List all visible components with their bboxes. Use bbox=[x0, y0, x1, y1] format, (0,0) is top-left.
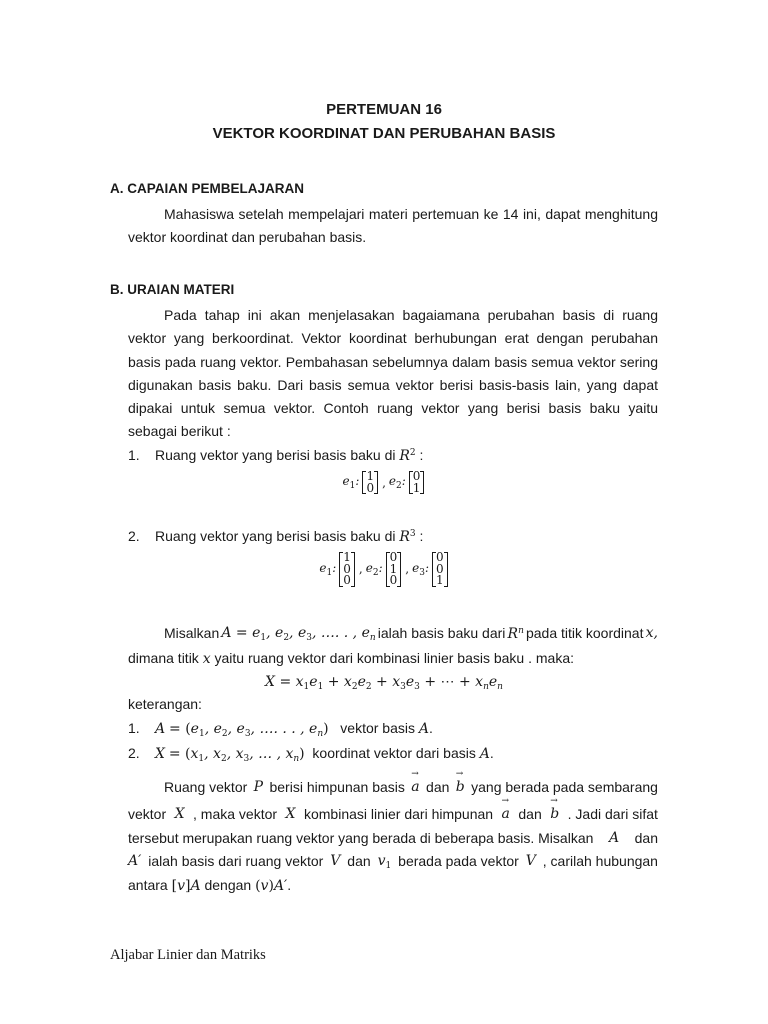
section-b-paragraph: Pada tahap ini akan menjelasakan bagaiamana perubahan basis di ruang vektor yang berkoordinat. Vektor koordinat berhubungan erat dengan perubahan basis pada ruang vektor. Pembahasan sebelumnya dalam basis semua vektor sering digunakan basis baku. Dari basis semua vektor berisi basis-basis lain, yang dapat dipakai untuk semua vektor. Contoh ruang vektor yang berisi basis baku yaitu sebagai berikut : bbox=[128, 307, 658, 440]
list-item-r2 bbox=[128, 447, 423, 464]
misalkan-line-1 bbox=[164, 625, 658, 643]
text-run: dan bbox=[634, 830, 658, 846]
text-run: tersebut merupakan ruang vektor yang berada di beberapa basis. Misalkan bbox=[128, 830, 594, 846]
space-symbol: R bbox=[399, 448, 410, 464]
math-rn: $R^n$ bbox=[507, 626, 524, 642]
page-footer: Aljabar Linier dan Matriks bbox=[110, 947, 266, 963]
e3-matrix: 0 0 1 bbox=[432, 552, 448, 587]
e2-matrix: 0 1 bbox=[409, 471, 425, 494]
text-run: yang berada pada sembarang bbox=[471, 779, 658, 795]
ruang-line-2: vektor X , maka vektor X kombinasi linier dari himpunan → a dan → b . Jadi dari sifat bbox=[128, 806, 658, 822]
space-exponent: 2 bbox=[409, 448, 416, 458]
text-run: Misalkan bbox=[164, 625, 220, 641]
list-number: 2. bbox=[128, 528, 140, 544]
text-run: , maka vektor bbox=[193, 806, 278, 822]
text-run: antara bbox=[128, 877, 168, 893]
list-number: 1. bbox=[128, 720, 140, 736]
e2-label: $e_2$: bbox=[388, 474, 406, 491]
e1-matrix: 1 0 0 bbox=[339, 552, 355, 587]
text-run: kombinasi linier dari himpunan bbox=[303, 806, 494, 822]
text-run: pada titik koordinat bbox=[525, 625, 644, 641]
text-run: dan bbox=[347, 853, 371, 869]
space-symbol: R bbox=[399, 529, 410, 545]
keterangan-item-2: 2. $X = (x_1$, $x_2$, $x_3$, … , $x_n$) koordinat vektor dari basis A. bbox=[128, 745, 494, 764]
text-run: koordinat vektor dari basis bbox=[312, 745, 476, 761]
text-run: ialah basis baku dari bbox=[377, 625, 506, 641]
text-run: dimana titik bbox=[128, 650, 199, 666]
page-title: PERTEMUAN 16 bbox=[326, 101, 442, 118]
text-run: Ruang vektor bbox=[164, 779, 248, 795]
ruang-line-3: tersebut merupakan ruang vektor yang berada di beberapa basis. Misalkan A dan bbox=[128, 830, 658, 846]
text-run: dengan bbox=[204, 877, 252, 893]
text-run: berisi himpunan basis bbox=[269, 779, 405, 795]
text-run: yaitu ruang vektor dari kombinasi linier basis baku . maka: bbox=[214, 650, 575, 666]
e3-label: $e_3$: bbox=[412, 560, 429, 578]
r2-basis-matrices: $e_1$: 1 0 , $e_2$: 0 1 bbox=[0, 471, 768, 494]
keterangan-item-1: 1. $A = (e_1$, $e_2$, $e_3$, …. . . , $e_n$) vektor basis A. bbox=[128, 720, 433, 739]
colon: : bbox=[415, 528, 424, 544]
ruang-line-1: Ruang vektor P berisi himpunan basis → a dan → b yang berada pada sembarang bbox=[164, 779, 658, 795]
list-number: 2. bbox=[128, 745, 140, 761]
colon: : bbox=[415, 447, 424, 463]
e2-label: $e_2$: bbox=[365, 560, 383, 578]
list-number: 1. bbox=[128, 447, 140, 463]
section-b-heading: B. URAIAN MATERI bbox=[110, 282, 235, 297]
text-run: ialah basis dari ruang vektor bbox=[148, 853, 324, 869]
math-x: x, bbox=[645, 625, 658, 641]
e1-label: $e_1$: bbox=[342, 474, 360, 491]
text-run: vektor basis bbox=[340, 720, 415, 736]
list-text: Ruang vektor yang berisi basis baku di bbox=[155, 528, 400, 544]
list-text: Ruang vektor yang berisi basis baku di bbox=[155, 447, 400, 463]
r3-basis-matrices: $e_1$: 1 0 0 , $e_2$: 0 1 0 , $e_3$: 0 0 1 bbox=[0, 552, 768, 587]
misalkan-line-2: dimana titik x yaitu ruang vektor dari kombinasi linier basis baku . maka: bbox=[128, 650, 575, 667]
section-a-paragraph: Mahasiswa setelah mempelajari materi pertemuan ke 14 ini, dapat menghitung vektor koordinat dan perubahan basis. bbox=[128, 206, 658, 246]
e2-matrix: 0 1 0 bbox=[386, 552, 402, 587]
math-basis-a: $A = e_1$, $e_2$, $e_3$, …. . , $e_n$ bbox=[221, 625, 376, 643]
e1-label: $e_1$: bbox=[319, 560, 337, 578]
text-run: berada pada vektor bbox=[398, 853, 519, 869]
list-item-r3 bbox=[128, 528, 423, 545]
text-run: vektor bbox=[128, 806, 167, 822]
ruang-line-5: antara [v]A dengan (v)A′. bbox=[128, 877, 292, 894]
keterangan-label: keterangan: bbox=[128, 696, 202, 712]
text-run: dan bbox=[518, 806, 542, 822]
e1-matrix: 1 0 bbox=[362, 471, 378, 494]
space-exponent: 3 bbox=[409, 529, 416, 539]
linear-combination-equation: $X = x_1e_1 + x_2e_2 + x_3e_3$ + ⋯ + $x_ne_n$ bbox=[265, 674, 503, 692]
text-run: , carilah hubungan bbox=[542, 853, 658, 869]
section-a-heading: A. CAPAIAN PEMBELAJARAN bbox=[110, 181, 305, 196]
ruang-line-4: A′ ialah basis dari ruang vektor V dan $v_1$ berada pada vektor V , carilah hubungan bbox=[128, 853, 658, 871]
page-subtitle: VEKTOR KOORDINAT DAN PERUBAHAN BASIS bbox=[212, 125, 556, 142]
text-run: . Jadi dari sifat bbox=[567, 806, 658, 822]
text-run: dan bbox=[426, 779, 450, 795]
